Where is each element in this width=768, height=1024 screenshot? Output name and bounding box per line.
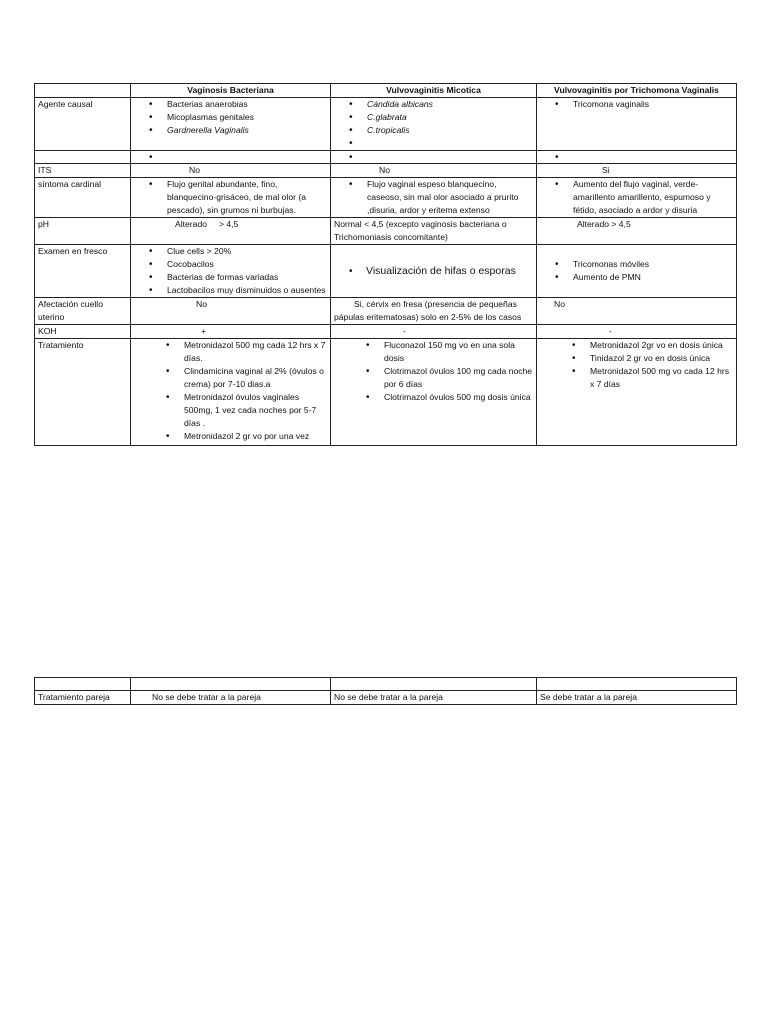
list-item: • Flujo vaginal espeso blanquecino, caseoso, sin mal olor asociado a prurito ,disuria, ardor y eritema extenso bbox=[334, 178, 533, 217]
cell-its-tv: Si bbox=[537, 164, 737, 178]
row-examen-fresco bbox=[35, 245, 737, 298]
row-label: KOH bbox=[35, 325, 131, 339]
list-item: • Flujo genital abundante, fino, blanquecino-grisáceo, de mal olor (a pescado), sin grumos ni burbujas. bbox=[134, 178, 327, 217]
list-item: • Visualización de hifas o esporas bbox=[334, 265, 533, 278]
cell-ph-vb: Alterado > 4,5 bbox=[131, 218, 331, 245]
empty-cell bbox=[537, 678, 737, 691]
row-label: pH bbox=[35, 218, 131, 245]
cell-koh-vb: + bbox=[131, 325, 331, 339]
list-item: • Clindamicina vaginal al 2% (óvulos o crema) por 7-10 dias.a bbox=[134, 365, 327, 391]
list-item: • Tricomona vaginalis bbox=[540, 98, 733, 111]
cell-koh-vm: - bbox=[331, 325, 537, 339]
list-item: • Metronidazol óvulos vaginales 500mg, 1 vez cada noches por 5-7 días . bbox=[134, 391, 327, 430]
header-trichomona: Vulvovaginitis por Trichomona Vaginalis bbox=[537, 84, 737, 98]
cell-ph-vm: Normal < 4,5 (excepto vaginosis bacteriana o Trichomoniasis concomitante) bbox=[331, 218, 537, 245]
list-item: • Bacterias de formas variadas bbox=[134, 271, 327, 284]
list-item: • Micoplasmas genitales bbox=[134, 111, 327, 124]
cell-cuello-vm: Si, cérvix en fresa (presencia de pequeñas pápulas eritematosas) solo en 2-5% de los casos bbox=[331, 298, 537, 325]
cell-sintoma-tv bbox=[537, 178, 737, 218]
row-cuello-uterino bbox=[35, 298, 737, 325]
cell-agente-tv bbox=[537, 98, 737, 151]
list-item: • Gardnerella Vaginalis bbox=[134, 124, 327, 137]
empty-cell bbox=[131, 678, 331, 691]
row-label: síntoma cardinal bbox=[35, 178, 131, 218]
empty-bullet-cell bbox=[331, 151, 537, 164]
cell-tratamiento-tv bbox=[537, 339, 737, 446]
header-vaginosis: Vaginosis Bacteriana bbox=[131, 84, 331, 98]
header-empty bbox=[35, 84, 131, 98]
list-item: • C.glabrata bbox=[334, 111, 533, 124]
list-item: • Metronidazol 2 gr vo por una vez bbox=[134, 430, 327, 443]
row-koh bbox=[35, 325, 737, 339]
row-label: Tratamiento bbox=[35, 339, 131, 446]
list-item: • Bacterias anaerobias bbox=[134, 98, 327, 111]
row-label: Afectación cuello uterino bbox=[35, 298, 131, 325]
cell-ph-tv: Alterado > 4,5 bbox=[537, 218, 737, 245]
list-item bbox=[334, 151, 533, 163]
list-item bbox=[334, 137, 533, 150]
list-item: • Clotrimazol óvulos 500 mg dosis única bbox=[334, 391, 533, 404]
cell-fresco-tv bbox=[537, 245, 737, 298]
cell-cuello-vb: No bbox=[131, 298, 331, 325]
list-item: • Lactobacilos muy disminuidos o ausentes bbox=[134, 284, 327, 297]
list-item: • Fluconazol 150 mg vo en una sola dosis bbox=[334, 339, 533, 365]
row-ph bbox=[35, 218, 737, 245]
list-item: • Cándida albicans bbox=[334, 98, 533, 111]
empty-cell bbox=[331, 678, 537, 691]
row-label: Tratamiento pareja bbox=[35, 691, 131, 705]
comparison-table bbox=[34, 83, 737, 446]
cell-pareja-vm: No se debe tratar a la pareja bbox=[331, 691, 537, 705]
row-label: Examen en fresco bbox=[35, 245, 131, 298]
cell-tratamiento-vb bbox=[131, 339, 331, 446]
cell-sintoma-vm bbox=[331, 178, 537, 218]
list-item: • Aumento del flujo vaginal, verde-amarillento amarillento, espumoso y fétido, asociado a ardor y disuria bbox=[540, 178, 733, 217]
empty-cell bbox=[35, 151, 131, 164]
row-its bbox=[35, 164, 737, 178]
list-item: • Cocobacilos bbox=[134, 258, 327, 271]
cell-fresco-vb bbox=[131, 245, 331, 298]
list-item: • Metronidazol 500 mg cada 12 hrs x 7 días. bbox=[134, 339, 327, 365]
list-item: • Tinidazol 2 gr vo en dosis única bbox=[540, 352, 733, 365]
header-micotica: Vulvovaginitis Micotica bbox=[331, 84, 537, 98]
cell-cuello-tv: No bbox=[537, 298, 737, 325]
empty-bullet-cell bbox=[131, 151, 331, 164]
cell-pareja-vb: No se debe tratar a la pareja bbox=[131, 691, 331, 705]
empty-bullet-cell bbox=[537, 151, 737, 164]
list-item: • Metronidazol 2gr vo en dosis única bbox=[540, 339, 733, 352]
list-item: • Tricomonas móviles bbox=[540, 258, 733, 271]
list-item: • Metronidazol 500 mg vo cada 12 hrs x 7 días bbox=[540, 365, 733, 391]
list-item bbox=[134, 151, 327, 163]
row-empty-bullets bbox=[35, 151, 737, 164]
cell-its-vm: No bbox=[331, 164, 537, 178]
list-item: • C.tropicalis bbox=[334, 124, 533, 137]
list-item: • Aumento de PMN bbox=[540, 271, 733, 284]
row-label: Agente causal bbox=[35, 98, 131, 151]
row-tratamiento-pareja bbox=[35, 691, 737, 705]
cell-fresco-vm bbox=[331, 245, 537, 298]
row-agente-causal bbox=[35, 98, 737, 151]
cell-agente-vb bbox=[131, 98, 331, 151]
row-sintoma bbox=[35, 178, 737, 218]
cell-its-vb: No bbox=[131, 164, 331, 178]
list-item: • Clue cells > 20% bbox=[134, 245, 327, 258]
row-label: ITS bbox=[35, 164, 131, 178]
list-item: • Clotrimazol óvulos 100 mg cada noche por 6 días bbox=[334, 365, 533, 391]
cell-tratamiento-vm bbox=[331, 339, 537, 446]
partner-table bbox=[34, 677, 737, 705]
cell-agente-vm bbox=[331, 98, 537, 151]
list-item bbox=[540, 151, 733, 163]
partner-empty-row bbox=[35, 678, 737, 691]
cell-pareja-tv: Se debe tratar a la pareja bbox=[537, 691, 737, 705]
row-tratamiento bbox=[35, 339, 737, 446]
cell-koh-tv: - bbox=[537, 325, 737, 339]
cell-sintoma-vb bbox=[131, 178, 331, 218]
header-row bbox=[35, 84, 737, 98]
empty-cell bbox=[35, 678, 131, 691]
